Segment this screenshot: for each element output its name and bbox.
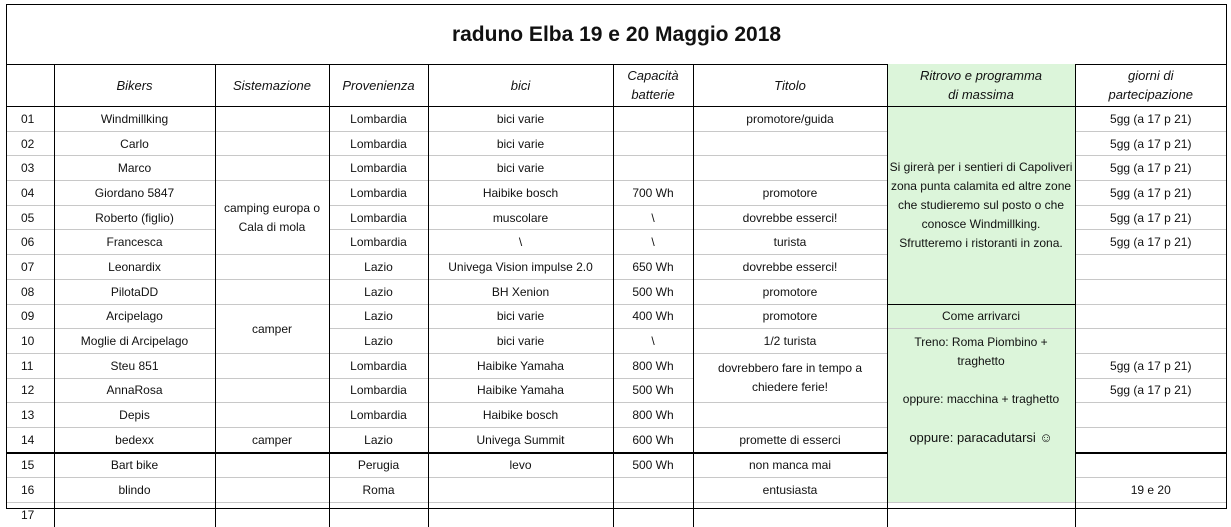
header-ritrovo (887, 64, 1075, 107)
cell-sistemazione (215, 478, 329, 503)
cell-titolo: dovrebbe esserci! (693, 255, 887, 280)
cell-bici (428, 478, 613, 503)
cell-capacita: 600 Wh (613, 427, 693, 452)
row-num: 14 (7, 427, 54, 452)
cell-provenienza: Lazio (329, 279, 428, 304)
cell-bici: Haibike Yamaha (428, 353, 613, 378)
cell-capacita (613, 131, 693, 156)
cell-bici: bici varie (428, 304, 613, 329)
cell-provenienza: Perugia (329, 453, 428, 478)
cell-bici: BH Xenion (428, 279, 613, 304)
header-provenienza: Provenienza (329, 64, 428, 107)
cell-bici (428, 503, 613, 527)
cell-sistemazione (215, 107, 329, 132)
cell-bici: bici varie (428, 131, 613, 156)
cell-capacita: 500 Wh (613, 279, 693, 304)
cell-capacita: 700 Wh (613, 181, 693, 206)
cell-provenienza: Roma (329, 478, 428, 503)
cell-titolo: turista (693, 230, 887, 255)
header-sistemazione: Sistemazione (215, 64, 329, 107)
cell-giorni: 5gg (a 17 p 21) (1075, 353, 1226, 378)
cell-titolo: 1/2 turista (693, 329, 887, 354)
cell-bici: levo (428, 453, 613, 478)
cell-provenienza: Lazio (329, 255, 428, 280)
cell-biker: blindo (54, 478, 215, 503)
cell-titolo-merged: dovrebbero fare in tempo a chiedere ferie! (693, 353, 887, 402)
participants-table (7, 64, 1226, 527)
row-num: 06 (7, 230, 54, 255)
header-bici: bici (428, 64, 613, 107)
cell-biker: bedexx (54, 427, 215, 452)
cell-biker: Steu 851 (54, 353, 215, 378)
cell-sistemazione (215, 255, 329, 280)
cell-ritrovo-travel (887, 329, 1075, 503)
cell-biker: Bart bike (54, 453, 215, 478)
cell-titolo: promotore/guida (693, 107, 887, 132)
table-row (7, 329, 1226, 354)
row-num: 07 (7, 255, 54, 280)
cell-sistemazione (215, 378, 329, 403)
cell-sistemazione-camping: camping europa o Cala di mola (215, 181, 329, 255)
cell-giorni (1075, 329, 1226, 354)
cell-bici: Haibike bosch (428, 403, 613, 428)
cell-giorni: 5gg (a 17 p 21) (1075, 181, 1226, 206)
cell-giorni (1075, 255, 1226, 280)
header-bikers: Bikers (54, 64, 215, 107)
travel-treno: Treno: Roma Piombino + traghetto (914, 335, 1048, 369)
cell-bici: bici varie (428, 107, 613, 132)
row-num: 05 (7, 205, 54, 230)
cell-giorni (1075, 304, 1226, 329)
cell-giorni: 5gg (a 17 p 21) (1075, 156, 1226, 181)
row-num: 12 (7, 378, 54, 403)
cell-bici: bici varie (428, 156, 613, 181)
cell-provenienza: Lombardia (329, 181, 428, 206)
cell-titolo: promotore (693, 181, 887, 206)
cell-bici: Haibike Yamaha (428, 378, 613, 403)
cell-provenienza: Lombardia (329, 403, 428, 428)
cell-bici: Univega Vision impulse 2.0 (428, 255, 613, 280)
row-num: 17 (7, 503, 54, 527)
cell-biker (54, 503, 215, 527)
row-num: 13 (7, 403, 54, 428)
cell-bici: bici varie (428, 329, 613, 354)
cell-capacita: 500 Wh (613, 378, 693, 403)
header-giorni-line2: partecipazione (1108, 87, 1194, 102)
cell-provenienza: Lombardia (329, 131, 428, 156)
row-num: 03 (7, 156, 54, 181)
cell-bici: Haibike bosch (428, 181, 613, 206)
cell-titolo: promotore (693, 304, 887, 329)
cell-bici: Univega Summit (428, 427, 613, 452)
cell-capacita: \ (613, 329, 693, 354)
cell-titolo: promette di esserci (693, 427, 887, 452)
cell-provenienza: Lazio (329, 329, 428, 354)
cell-giorni: 5gg (a 17 p 21) (1075, 107, 1226, 132)
cell-capacita: \ (613, 230, 693, 255)
cell-giorni: 5gg (a 17 p 21) (1075, 205, 1226, 230)
cell-giorni (1075, 279, 1226, 304)
cell-giorni (1075, 503, 1226, 527)
cell-biker: AnnaRosa (54, 378, 215, 403)
cell-giorni: 5gg (a 17 p 21) (1075, 131, 1226, 156)
cell-provenienza: Lombardia (329, 205, 428, 230)
cell-titolo (693, 503, 887, 527)
cell-titolo: non manca mai (693, 453, 887, 478)
cell-provenienza: Lazio (329, 304, 428, 329)
travel-macchina: oppure: macchina + traghetto (902, 392, 1060, 407)
row-num: 08 (7, 279, 54, 304)
table-row (7, 107, 1226, 132)
cell-titolo: dovrebbe esserci! (693, 205, 887, 230)
cell-biker: Francesca (54, 230, 215, 255)
cell-sistemazione-camper: camper (215, 427, 329, 452)
cell-biker: Marco (54, 156, 215, 181)
cell-sistemazione (215, 156, 329, 181)
header-titolo: Titolo (693, 64, 887, 107)
row-num: 02 (7, 131, 54, 156)
travel-paracadute: oppure: paracadutarsi ☺ (909, 430, 1053, 446)
spreadsheet (6, 4, 1227, 522)
row-num: 09 (7, 304, 54, 329)
cell-sistemazione (215, 353, 329, 378)
cell-capacita: \ (613, 205, 693, 230)
cell-capacita: 400 Wh (613, 304, 693, 329)
cell-biker: Depis (54, 403, 215, 428)
row-num: 16 (7, 478, 54, 503)
cell-titolo (693, 131, 887, 156)
header-num (7, 64, 54, 107)
cell-giorni (1075, 453, 1226, 478)
cell-titolo (693, 403, 887, 428)
cell-giorni: 5gg (a 17 p 21) (1075, 230, 1226, 255)
header-giorni (1075, 64, 1226, 107)
cell-sistemazione (215, 503, 329, 527)
header-capacita (613, 64, 693, 107)
cell-giorni: 19 e 20 (1075, 478, 1226, 503)
cell-bici: \ (428, 230, 613, 255)
cell-provenienza: Lombardia (329, 378, 428, 403)
cell-biker: Giordano 5847 (54, 181, 215, 206)
cell-biker: Leonardix (54, 255, 215, 280)
cell-giorni (1075, 427, 1226, 452)
cell-capacita: 800 Wh (613, 403, 693, 428)
cell-sistemazione (215, 131, 329, 156)
header-capacita-line2: batterie (631, 87, 675, 102)
row-num: 15 (7, 453, 54, 478)
cell-biker: Roberto (figlio) (54, 205, 215, 230)
header-ritrovo-line1: Ritrovo e programma (919, 68, 1043, 83)
cell-sistemazione (215, 279, 329, 304)
header-ritrovo-line2: di massima (948, 87, 1014, 102)
sheet-title: raduno Elba 19 e 20 Maggio 2018 (7, 5, 1226, 65)
cell-capacita (613, 478, 693, 503)
row-num: 01 (7, 107, 54, 132)
cell-ritrovo-empty (887, 503, 1075, 527)
cell-biker: Windmillking (54, 107, 215, 132)
cell-provenienza: Lombardia (329, 230, 428, 255)
cell-provenienza: Lombardia (329, 353, 428, 378)
cell-provenienza (329, 503, 428, 527)
cell-biker: PilotaDD (54, 279, 215, 304)
cell-capacita (613, 503, 693, 527)
table-row (7, 304, 1226, 329)
row-num: 11 (7, 353, 54, 378)
cell-biker: Carlo (54, 131, 215, 156)
cell-sistemazione (215, 403, 329, 428)
header-capacita-line1: Capacità (627, 68, 679, 83)
cell-bici: muscolare (428, 205, 613, 230)
cell-titolo (693, 156, 887, 181)
cell-provenienza: Lombardia (329, 156, 428, 181)
cell-giorni: 5gg (a 17 p 21) (1075, 378, 1226, 403)
cell-capacita (613, 107, 693, 132)
cell-capacita: 800 Wh (613, 353, 693, 378)
cell-sistemazione (215, 453, 329, 478)
cell-capacita: 650 Wh (613, 255, 693, 280)
cell-titolo: promotore (693, 279, 887, 304)
table-row (7, 503, 1226, 527)
cell-capacita: 500 Wh (613, 453, 693, 478)
cell-provenienza: Lazio (329, 427, 428, 452)
cell-biker: Moglie di Arcipelago (54, 329, 215, 354)
row-num: 04 (7, 181, 54, 206)
cell-provenienza: Lombardia (329, 107, 428, 132)
cell-come-arrivare: Come arrivarci (887, 304, 1075, 329)
cell-ritrovo-program: Si girerà per i sentieri di Capoliveri zona punta calamita ed altre zone che studieremo sul posto o che conosce Windmillking. Sfrutteremo i ristoranti in zona. (887, 107, 1075, 305)
cell-biker: Arcipelago (54, 304, 215, 329)
cell-titolo: entusiasta (693, 478, 887, 503)
row-num: 10 (7, 329, 54, 354)
cell-sistemazione-camper: camper (215, 304, 329, 353)
header-giorni-line1: giorni di (1127, 68, 1174, 83)
cell-giorni (1075, 403, 1226, 428)
cell-capacita (613, 156, 693, 181)
